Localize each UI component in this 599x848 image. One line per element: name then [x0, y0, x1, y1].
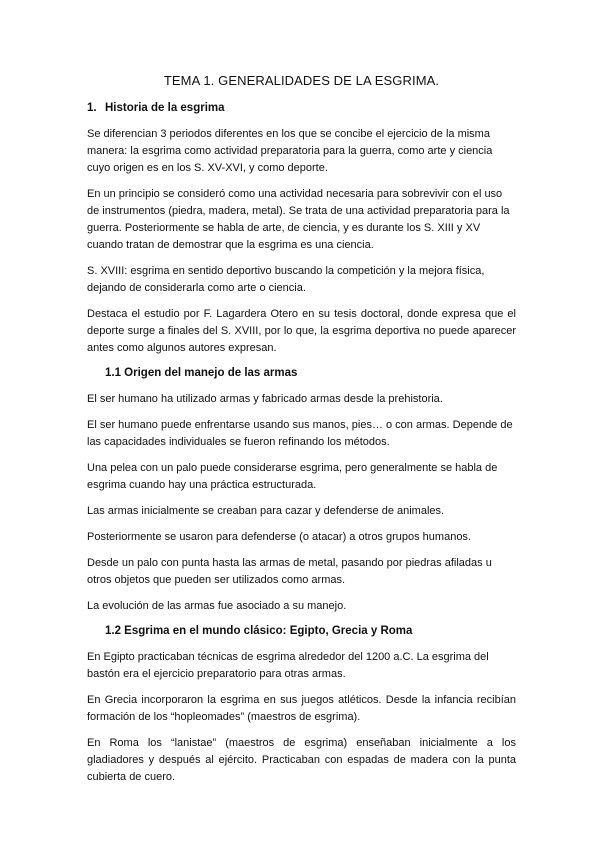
paragraph: En Egipto practicaban técnicas de esgrima alrededor del 1200 a.C. La esgrima del bastón era el ejercicio preparatorio para otras armas. — [87, 651, 489, 680]
subsection-heading-mundo-clasico: 1.2 Esgrima en el mundo clásico: Egipto, Grecia y Roma — [105, 625, 413, 637]
document-body — [87, 72, 516, 795]
paragraph: La evolución de las armas fue asociado a su manejo. — [87, 600, 347, 612]
paragraph: Desde un palo con punta hasta las armas de metal, pasando por piedras afiladas u otros objetos que pueden ser utilizados como armas. — [87, 557, 492, 586]
paragraph: Las armas inicialmente se creaban para cazar y defenderse de animales. — [87, 505, 445, 517]
paragraph: Una pelea con un palo puede considerarse esgrima, pero generalmente se habla de esgrima cuando hay una práctica estructurada. — [87, 462, 498, 491]
paragraph: En Roma los “lanistae” (maestros de esgrima) enseñaban inicialmente a los gladiadores y después al ejército. Practicaban con espadas de madera con la punta cubierta de cuero. — [87, 737, 516, 783]
paragraph: S. XVIII: esgrima en sentido deportivo buscando la competición y la mejora física, dejando de considerarla como arte o ciencia. — [87, 265, 485, 294]
paragraph: El ser humano ha utilizado armas y fabricado armas desde la prehistoria. — [87, 393, 443, 405]
section-heading-historia — [87, 101, 516, 116]
subsection-heading-origen: 1.1 Origen del manejo de las armas — [105, 367, 298, 379]
document-title: TEMA 1. GENERALIDADES DE LA ESGRIMA. — [163, 73, 440, 88]
section-number: 1. — [87, 102, 97, 114]
section-heading-text: Historia de la esgrima — [105, 102, 225, 114]
paragraph: Destaca el estudio por F. Lagardera Otero en su tesis doctoral, donde expresa que el deporte surge a finales del S. XVIII, por lo que, la esgrima deportiva no puede aparecer antes como algunos autores expresan. — [87, 308, 516, 354]
paragraph: Se diferencian 3 periodos diferentes en los que se concibe el ejercicio de la misma manera: la esgrima como actividad preparatoria para la guerra, como arte y ciencia cuyo origen es en los S. XV-XVI, y como deporte. — [87, 128, 493, 174]
paragraph: En un principio se consideró como una actividad necesaria para sobrevivir con el uso de instrumentos (piedra, madera, metal). Se trata de una actividad preparatoria para la guerra. Posteriormente se habla de arte, de ciencia, y es durante los S. XIII y XV cuando tratan de demostrar que la esgrima es una ciencia. — [87, 188, 510, 251]
paragraph: Posteriormente se usaron para defenderse (o atacar) a otros grupos humanos. — [87, 531, 471, 543]
paragraph: En Grecia incorporaron la esgrima en sus juegos atléticos. Desde la infancia recibían formación de los “hopleomades” (maestros de esgrima). — [87, 694, 516, 723]
paragraph: El ser humano puede enfrentarse usando sus manos, pies… o con armas. Depende de las capacidades individuales se fueron refinando los métodos. — [87, 419, 513, 448]
